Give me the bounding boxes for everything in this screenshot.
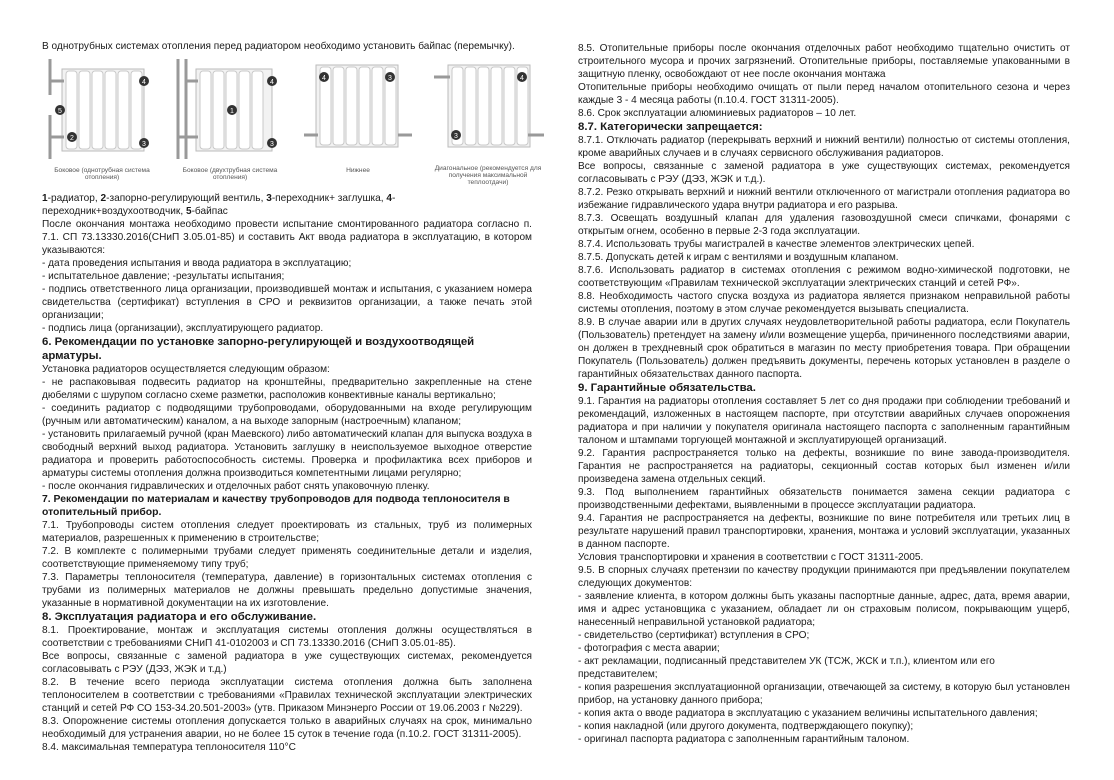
svg-text:3: 3 [454, 133, 458, 140]
warranty-doc-item: - заявление клиента, в котором должны быть указаны паспортные данные, адрес, дата, время аварии, имя и адрес установщика с указанием, обладает ли он страховым полисом, покрывающим ущерб, нанесенный неправильной установкой радиатора; [578, 591, 1070, 628]
radiator-diagonal-icon [428, 55, 548, 165]
diagram-bottom [298, 55, 418, 189]
section-8-item: Все вопросы, связанные с заменой радиатора в уже существующих системах, рекомендуется согласовывать с РЭУ (ДЭЗ, ЖЭК и т.д.) [42, 651, 532, 675]
section-8-item: 8.5. Отопительные приборы после окончания отделочных работ необходимо тщательно очистить от строительного мусора и прочих загрязнений. Отопительные приборы, поставляемые упакованными в защитную пленку, освобождают от нее после окончания монтажа [578, 43, 1070, 80]
prohibited-item: 8.7.1. Отключать радиатор (перекрывать верхний и нижний вентили) полностью от системы отопления, кроме аварийных случаев и в случаях сервисного обслуживания радиаторов. [578, 135, 1070, 159]
section-6-title: 6. Рекомендации по установке запорно-регулирующей и воздухоотводящей арматуры. [42, 336, 475, 362]
right-column [578, 42, 1070, 746]
section-7-item: 7.1. Трубопроводы систем отопления следует проектировать из стальных, труб из полимерных материалов, разрешенных к применению в строительстве; [42, 520, 532, 544]
diagram-side-two-pipe [170, 55, 290, 189]
warranty-doc-item: - оригинал паспорта радиатора с заполненным гарантийным талоном. [578, 734, 910, 745]
svg-text:4: 4 [520, 75, 524, 82]
diagram-side-one-pipe [42, 55, 162, 189]
section-8-item: 8.3. Опорожнение системы отопления допускается только в аварийных случаях на срок, минимально необходимый для устранения аварии, но не более 15 суток в течение года (п.10.2. ГОСТ 31311-2005). [42, 716, 532, 740]
test-item: - дата проведения испытания и ввода радиатора в эксплуатацию; [42, 258, 352, 269]
warranty-item: 9.4. Гарантия не распространяется на дефекты, возникшие по вине потребителя или третьих лиц в результате нарушений правил транспортировки, хранения, монтажа и условий эксплуатации, указанных в данном паспорте. [578, 513, 1070, 550]
prohibited-item: 8.7.5. Допускать детей к играм с вентилями и воздушным клапаном. [578, 252, 899, 263]
svg-text:4: 4 [270, 79, 274, 86]
connection-diagrams [42, 55, 542, 189]
section-6-item: - установить прилагаемый ручной (кран Маевского) либо автоматический клапан для выпуска воздуха в свободный верхний выход радиатора. Установить заглушку в неиспользуемое выходное отверстие радиатора и проверить работоспособность системы. Проверка и профилактика всех приборов и арматуры системы отопления должна производиться компетентными лицами регулярно; [42, 429, 533, 479]
section-8-7-title: 8.7. Категорически запрещается: [578, 121, 763, 133]
warranty-doc-item: - копия акта о вводе радиатора в эксплуатацию с указанием величины испытательного давления; [578, 708, 1038, 719]
prohibited-item: Все вопросы, связанные с заменой радиатора в уже существующих системах, рекомендуется согласовывать с РЭУ (ДЭЗ, ЖЭК и т.д.). [578, 161, 1070, 185]
section-6-item: - соединить радиатор с подводящими трубопроводами, оборудованными на входе регулирующим (ручным или автоматическим) каналом, а на выходе запорным (настроечным) клапаном; [42, 403, 532, 427]
test-item: - подпись лица (организации), эксплуатирующего радиатор. [42, 323, 324, 334]
left-column [42, 40, 542, 754]
svg-text:1: 1 [230, 108, 234, 115]
warranty-doc-item: - акт рекламации, подписанный представителем УК (ТСЖ, ЖСК и т.п.), клиентом или его представителем; [578, 656, 995, 680]
section-8-item: 8.6. Срок эксплуатации алюминиевых радиаторов – 10 лет. [578, 108, 857, 119]
diagram-diagonal [428, 55, 548, 189]
test-item: - подпись ответственного лица организации, производившей монтаж и испытания, с указанием номера свидетельства (сертификат) вступления в СРО и реквизитов организации, а также печать этой организации; [42, 284, 532, 321]
radiator-bottom-icon [298, 55, 418, 165]
section-8-item: 8.1. Проектирование, монтаж и эксплуатация системы отопления должны осуществляться в соответствии с требованиями СНиП 41-0102003 и СП 73.13330.2016 (СНиП 3.05.01-85). [42, 625, 532, 649]
section-6-intro: Установка радиаторов осуществляется следующим образом: [42, 364, 330, 375]
legend: 1-радиатор, 2-запорно-регулирующий вентиль, 3-переходник+ заглушка, 4-переходник+воздухоотводчик, 5-байпас [42, 193, 396, 217]
section-6-item: - после окончания гидравлических и отделочных работ снять упаковочную пленку. [42, 481, 430, 492]
test-paragraph: После окончания монтажа необходимо провести испытание смонтированного радиатора согласно п. 7.1. СП 73.13330.2016(СНиП 3.05.01-85) и составить Акт ввода радиатора в эксплуатацию, в котором указываются: [42, 219, 532, 256]
test-item: - испытательное давление; -результаты испытания; [42, 271, 285, 282]
prohibited-item: 8.7.3. Освещать воздушный клапан для удаления газовоздушной смеси спичками, фонарями с открытым огнем, особенно в первые 2-3 года эксплуатации. [578, 213, 1070, 237]
section-6-item: - не распаковывая подвесить радиатор на кронштейны, предварительно закрепленные на стене дюбелями с шурупом согласно схеме разметки, расположив конвективные каналы вертикально; [42, 377, 532, 401]
section-7-title: 7. Рекомендации по материалам и качеству трубопроводов для подвода теплоносителя в отопительный прибор. [42, 494, 510, 518]
svg-text:2: 2 [70, 135, 74, 142]
warranty-doc-item: - свидетельство (сертификат) вступления в СРО; [578, 630, 810, 641]
svg-text:3: 3 [142, 141, 146, 148]
svg-text:4: 4 [142, 79, 146, 86]
warranty-item: 9.2. Гарантия распространяется только на дефекты, возникшие по вине завода-производителя. Гарантия не распространяется на радиаторы, секционный состав которых был изменен и/или произведена замена отдельных секций. [578, 448, 1070, 485]
prohibited-item: 8.7.6. Использовать радиатор в системах отопления с режимом водно-химической подготовки, не соответствующим «Правилам технической эксплуатации электрических станций и сетей РФ». [578, 265, 1070, 289]
radiator-side-one-pipe-icon [42, 55, 162, 165]
svg-text:3: 3 [270, 141, 274, 148]
bypass-intro: В однотрубных системах отопления перед радиатором необходимо установить байпас (перемычку). [42, 41, 515, 52]
diagram-caption: Боковое (двухтрубная система отопления) [182, 167, 278, 182]
warranty-doc-item: - копия разрешения эксплуатационной организации, отвечающей за систему, в которую был установлен прибор, на установку данного прибора; [578, 682, 1070, 706]
svg-text:4: 4 [322, 75, 326, 82]
warranty-item: 9.1. Гарантия на радиаторы отопления составляет 5 лет со дня продажи при соблюдении требований и рекомендаций, изложенных в настоящем паспорте, при отсутствии аварийных случаев опорожнения радиатора и при наличии у покупателя оригинала настоящего паспорта с заполненным гарантийным талоном и штампами торгующей монтажной и эксплуатирующей организаций. [578, 396, 1070, 446]
section-8-item: 8.9. В случае аварии или в других случаях неудовлетворительной работы радиатора, если Покупатель (Пользователь) претендует на замену и/или возмещение ущерба, причиненного последствиями аварии, он должен в трехдневный срок обратиться в магазин по месту приобретения товара. При обращении Покупатель (Пользователь) должен предъявить документы, перечень которых установлен в разделе о гарантийных обязательствах данного паспорта. [578, 317, 1070, 380]
prohibited-item: 8.7.4. Использовать трубы магистралей в качестве элементов электрических цепей. [578, 239, 975, 250]
warranty-item: Условия транспортировки и хранения в соответствии с ГОСТ 31311-2005. [578, 552, 924, 563]
radiator-side-two-pipe-icon [170, 55, 290, 165]
diagram-caption: Нижнее [346, 167, 370, 174]
prohibited-item: 8.7.2. Резко открывать верхний и нижний вентили отключенного от магистрали отопления радиатора во избежание гидравлического удара внутри радиатора и его разрыва. [578, 187, 1070, 211]
warranty-doc-item: - копия накладной (или другого документа, подтверждающего покупку); [578, 721, 914, 732]
section-8-item: 8.2. В течение всего периода эксплуатации система отопления должна быть заполнена теплоносителем в соответствии с требованиями «Правилах технической эксплуатации электрических станций и сетей РФ СО 153-34.20.501-2003» (утв. Приказом Минэнерго России от 19.06.2003 г №229). [42, 677, 532, 714]
section-7-item: 7.3. Параметры теплоносителя (температура, давление) в горизонтальных системах отопления с трубами из полимерных материалов не должны превышать предельно допустимые значения, указанные в нормативной документации на их изготовление. [42, 572, 532, 609]
section-8-item: 8.8. Необходимость частого спуска воздуха из радиатора является признаком неправильной работы системы отопления, поэтому в этом случае рекомендуется вызывать специалиста. [578, 291, 1070, 315]
svg-text:3: 3 [388, 75, 392, 82]
section-8-item: 8.4. максимальная температура теплоносителя 110°С [42, 742, 296, 753]
section-8-item: Отопительные приборы необходимо очищать от пыли перед началом отопительного сезона и через каждые 3 - 4 месяца работы (п.10.4. ГОСТ 31311-2005). [578, 82, 1070, 106]
svg-text:5: 5 [58, 108, 62, 115]
warranty-item: 9.5. В спорных случаях претензии по качеству продукции принимаются при предъявлении покупателем следующих документов: [578, 565, 1070, 589]
section-8-title: 8. Эксплуатация радиатора и его обслуживание. [42, 611, 317, 623]
diagram-caption: Диагональное (рекомендуется для получения максимальной теплоотдачи) [434, 165, 542, 187]
section-7-item: 7.2. В комплекте с полимерными трубами следует применять соединительные детали и изделия, соответствующие применяемому типу труб; [42, 546, 532, 570]
section-9-title: 9. Гарантийные обязательства. [578, 382, 756, 394]
warranty-doc-item: - фотография с места аварии; [578, 643, 720, 654]
diagram-caption: Боковое (однотрубная система отопления) [54, 167, 150, 182]
warranty-item: 9.3. Под выполнением гарантийных обязательств понимается замена секции радиатора с производственными дефектами, выявленными в процессе эксплуатации радиатора. [578, 487, 1070, 511]
